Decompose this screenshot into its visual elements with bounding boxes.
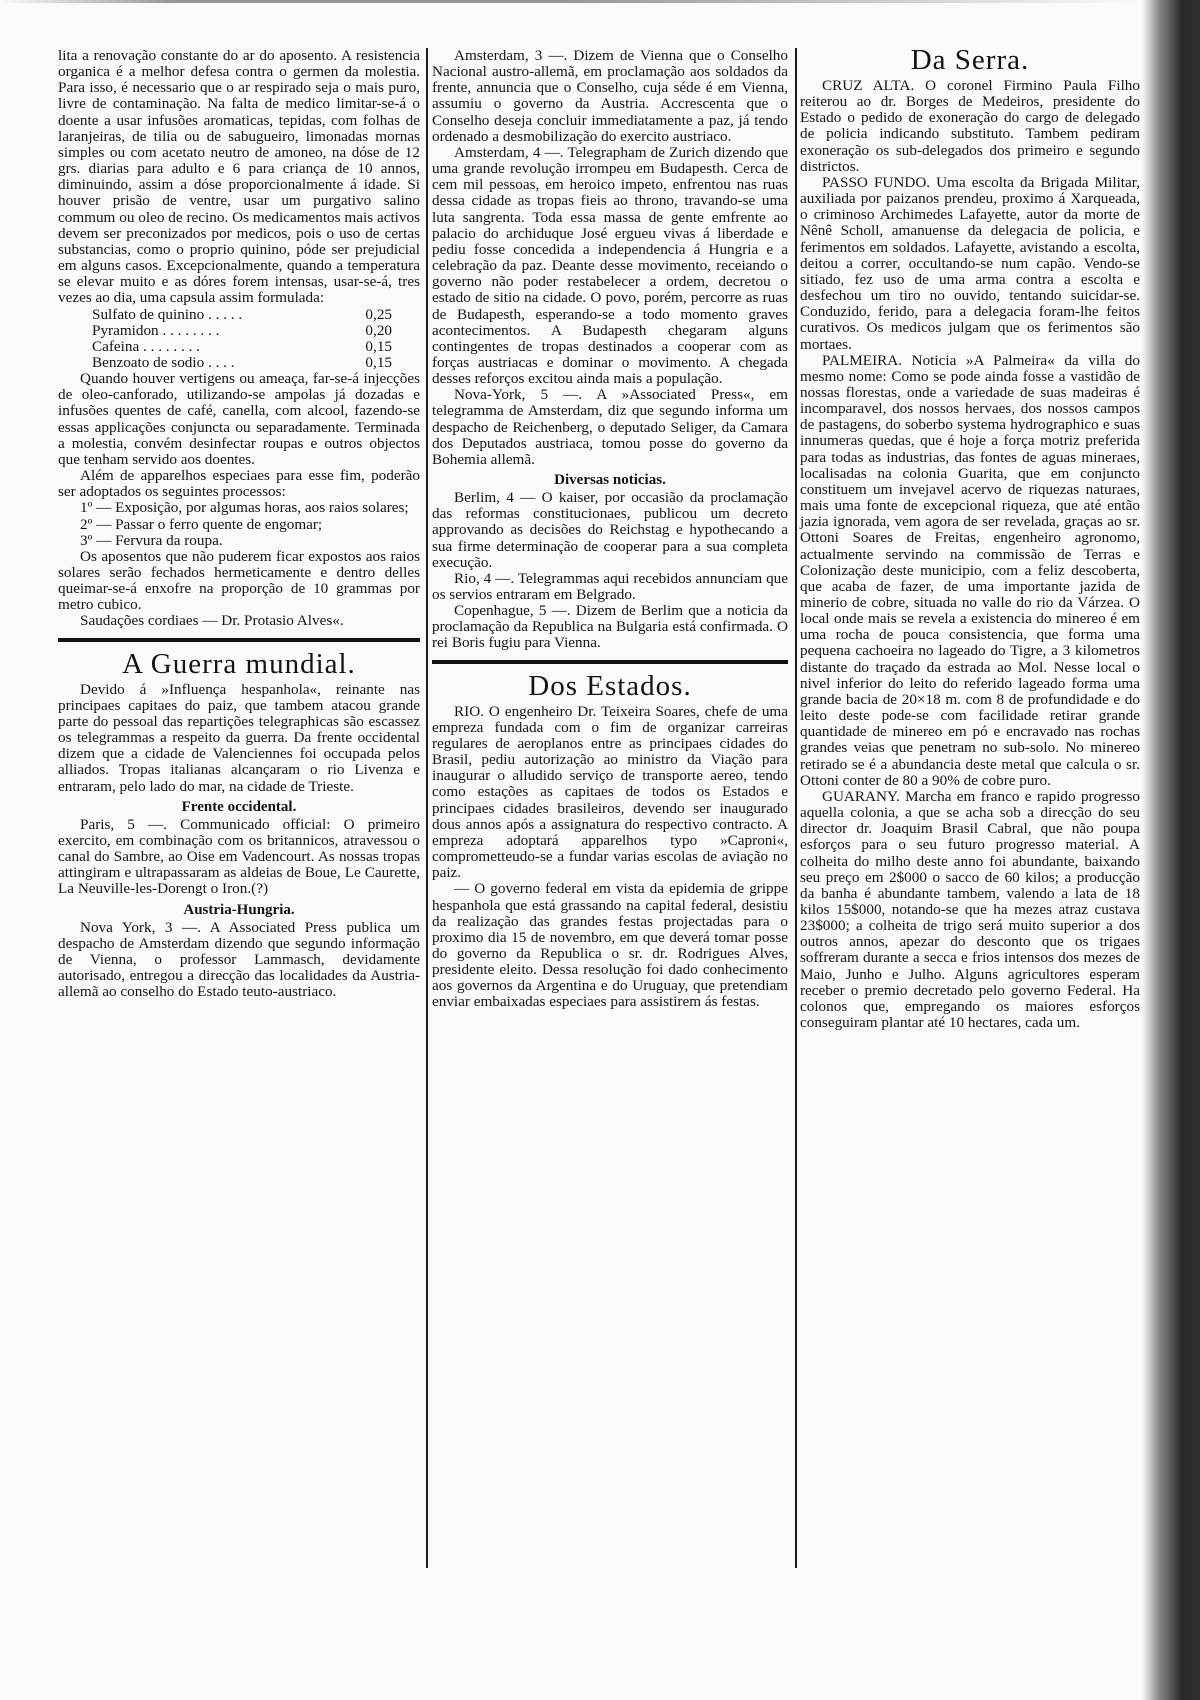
subheading-austria: Austria-Hungria. [183, 901, 295, 918]
subheading-frente: Frente occidental. [181, 798, 297, 815]
article-paragraph: Quando houver vertigens ou ameaça, far-se-á injecções de oleo-canforado, utilizando-se ampolas já dozadas e infusões quentes de café, canella, com alcool, fazendo-se essas applicações conjuncta ou separadamente. Terminada a molestia, convém desinfectar roupas e outros objectos que tenham servido aos doentes. [58, 370, 420, 468]
formula-list [58, 307, 420, 372]
column-rule-2 [795, 48, 797, 1568]
article-paragraph: Os aposentos que não puderem ficar expostos aos raios solares serão fechados hermeticamente e dentro delles queimar-se-á enxofre na proporção de 10 grammas por metro cubico. [58, 547, 420, 614]
formula-row: Pyramidon . . . . . . . . 0,20 [92, 321, 392, 339]
section-separator [58, 638, 420, 642]
top-rule [0, 0, 1140, 3]
article-paragraph: PASSO FUNDO. Uma escolta da Brigada Militar, auxiliada por paizanos prendeu, proximo á Xarqueada, o criminoso Archimedes Lafayette, autor da morte de Nênê Scholl, amanuense da delegacia de policia, e ferimentos em soldados. Lafayette, avistando a escolta, deitou a correr, occultando-se num capão. Vendo-se sitiado, fez uso de uma arma contra a escolta e desfechou um tiro no ouvido, tentando suicidar-se. Conduzido, ferido, para a delegacia foram-lhe feitos curativos. Os medicos julgam que os ferimentos são mortaes. [800, 173, 1140, 353]
article-paragraph: lita a renovação constante do ar do aposento. A resistencia organica é a melhor defesa contra o germen da molestia. Para isso, é necessario que o ar respirado seja o mais puro, livre de contaminação. Na falta de medico limitar-se-á o doente a usar infusões aromaticas, tepidas, com folhas de laranjeiras, de tilia ou de sabugueiro, limonadas mornas simples ou com acetato neutro de amoneo, na dóse de 12 grs. diarias para adulto e 6 para criança de 10 annos, diminuindo, assim a dóse proporcionalmente á idade. Si houver prisão de ventre, usar um purgativo salino commum ou oleo de recino. Os medicamentos mais activos devem ser preconizados por medicos, pois o uso de certas substancias, como o proprio quinino, póde ser prejudicial em alguns casos. Excepcionalmente, quando a temperatura se elevar muito e as dóres forem intensas, usar-se-á, tres vezes ao dia, uma capsula assim formulada: [58, 47, 420, 307]
article-paragraph: RIO. O engenheiro Dr. Teixeira Soares, chefe de uma empreza fundada com o fim de organizar carreiras regulares de aeroplanos entre as principaes cidades do Brasil, pediu autorização ao ministro da Viação para inaugurar o alludido serviço de transporte aereo, tendo como estações as capitaes de todos os Estados e principaes cidades brasileiros, devendo ser inaugurado dous annos após a assignatura do respectivo contracto. A empreza adoptará apparelhos typo »Caproni«, comprometteudo-se a fundar varias escolas de aviação no paiz. [432, 702, 788, 882]
article-paragraph: 1º — Exposição, por algumas horas, aos raios solares; [80, 499, 409, 517]
formula-row: Cafeina . . . . . . . . 0,15 [92, 337, 392, 355]
formula-row: Benzoato de sodio . . . . 0,15 [92, 353, 392, 371]
article-paragraph: Berlim, 4 — O kaiser, por occasião da proclamação das reformas constitucionaes, publicou um decreto approvando as decisões do Reichstag e hypothecando a sua firme determinação de cooperar para a sua completa execução. [432, 489, 788, 571]
article-paragraph: Devido á »Influença hespanhola«, reinante nas principaes capitaes do paiz, que tambem atacou grande parte do pessoal das repartições telegraphicas são escassez os telegrammas a respeito da guerra. Da frente occidental dizem que a cidade de Valenciennes foi occupada pelos alliados. Tropas italianas alcançaram o rio Livenza e entraram, pelo lado do mar, na cidade de Trieste. [58, 680, 420, 795]
section-separator [432, 660, 788, 664]
scan-shadow-edge [1142, 0, 1200, 1700]
article-paragraph: Nova York, 3 —. A Associated Press publica um despacho de Amsterdam dizendo que segundo informação de Vienna, o professor Lammasch, devidamente autorisado, entregou a direcção das localidades da Austria-allemã ao conselho do Estado teuto-austriaco. [58, 918, 420, 1001]
formula-row: Sulfato de quinino . . . . . 0,25 [92, 305, 392, 323]
column-1 [58, 48, 420, 1000]
article-paragraph: 3º — Fervura da roupa. [80, 531, 223, 549]
article-paragraph: PALMEIRA. Noticia »A Palmeira« da villa do mesmo nome: Como se pode ainda fosse a vastidão de nossas florestas, onde a variedade de suas madeiras é incomparavel, dos nossos hervaes, dos nossos campos de pastagens, do soberbo systema hydrographico e suas innumeras quedas, que é hoje a força motriz preferida para todas as industrias, das fontes de aguas mineraes, localisadas na colonia Guarita, que em conjuncto constituem um invejavel acervo de riquezas naturaes, mais uma fonte de excepcional riqueza, que até então jazia ignorada, vem agora de ser revelada, graças ao sr. Ottoni Soares de Freitas, engenheiro agronomo, actualmente servindo na commissão de Terras e Colonização deste municipio, com a feliz descoberta, que acaba de fazer, de uma importante jazida de minerio de cobre, situada no valle do rio da Várzea. O local onde mais se revela a existencia do minereo é em uma rocha de pouca consistencia, que forma uma pequena cachoeira no lageado do Tigre, a 3 kilometros distante do traçado da estrada ao Mol. Nesse local o nivel inferior do leito do referido lageado forma uma grande bacia de 20×18 m. com 8 de profundidade e do leito deste pode-se com facilidade retirar grande quantidade de minereo em pó e encravado nas rochas grandes veias que penetram no sub-solo. No minereo retirado se é a abundancia deste metal que calcula o sr. Ottoni conter de 80 a 90% de cobre puro. [800, 351, 1140, 789]
article-paragraph: Rio, 4 —. Telegrammas aqui recebidos annunciam que os servios entraram em Belgrado. [432, 569, 788, 603]
article-paragraph: GUARANY. Marcha em franco e rapido progresso aquella colonia, a que se acha sob a direcção do seu director dr. Joaquim Brasil Cabral, que não poupa esforços para o seu futuro progresso material. A colheita do milho deste anno foi abundante, baixando seu preço em 2$000 o sacco de 60 kilos; a producção da banha é abundante tambem, valendo a lata de 18 kilos 15$000, notando-se que ha mezes atraz custava 23$000; a colheita de trigo será muito superior a dos outros annos, apezar do desconto que os trigaes soffreram durante a secca e frios intensos dos mezes de Maio, Junho e Julho. Alguns agricultores esperam receber o premio decretado pelo governo Federal. Ha colonos que, empregando os maiores esforços conseguiram plantar até 10 hectares, cada um. [800, 787, 1140, 1032]
article-paragraph: Paris, 5 —. Communicado official: O primeiro exercito, em combinação com os britannicos, atravessou o canal do Sambre, ao Oise em Vadencourt. As nossas tropas attingiram e ultrapassaram as aldeias de Boue, Le Caurette, La Neuville-les-Dorengt o Iron.(?) [58, 815, 420, 898]
article-paragraph: — O governo federal em vista da epidemia de grippe hespanhola que está grassando na capital federal, desistiu da realização das grandes festas projectadas para o proximo dia 15 de novembro, em que deverá tomar posse do governo da Republica o sr. dr. Rodrigues Alves, presidente eleito. Dessa resolução foi dado conhecimento aos governos da Argentina e do Uruguay, que pretendiam enviar embaixadas especiaes para assistirem ás festas. [432, 880, 788, 1011]
article-paragraph: 2º — Passar o ferro quente de engomar; [80, 515, 323, 533]
article-paragraph: Copenhague, 5 —. Dizem de Berlim que a noticia da proclamação da Republica na Bulgaria está confirmada. O rei Boris fugiu para Vienna. [432, 602, 788, 652]
section-title-estados: Dos Estados. [528, 669, 692, 702]
article-paragraph: Nova-York, 5 —. A »Associated Press«, em telegramma de Amsterdam, diz que segundo informa um despacho de Reichenberg, o deputado Seliger, da Camara dos Deputados austriaca, tomou posse do governo da Bohemia allemã. [432, 386, 788, 468]
subheading-diversas: Diversas noticias. [554, 472, 666, 489]
section-title-guerra: A Guerra mundial. [122, 647, 356, 680]
column-2 [432, 48, 788, 1011]
column-3 [800, 44, 1140, 1032]
section-title-serra: Da Serra. [910, 44, 1030, 76]
article-paragraph: CRUZ ALTA. O coronel Firmino Paula Filho reiterou ao dr. Borges de Medeiros, presidente do Estado o pedido de exoneração do cargo de delegado de policia indicando substituto. Tambem pediram exoneração os sub-delegados dos primeiro e segundo districtos. [800, 77, 1140, 175]
article-paragraph: Amsterdam, 3 —. Dizem de Vienna que o Conselho Nacional austro-allemã, em proclamação aos soldados da frente, annuncia que o Conselho, cuja séde é em Vienna, assumiu o governo da Austria. Accrescenta que o Conselho deseja concluir immediatamente a paz, já tendo ordenado a desmobilização do exercito austriaco. [432, 47, 788, 145]
article-paragraph: Amsterdam, 4 —. Telegrapham de Zurich dizendo que uma grande revolução irrompeu em Budapesth. Cerca de cem mil pessoas, em heroico impeto, enfrentou nas ruas dessa cidade as tropas fieis ao throno, travando-se uma luta sangrenta. Toda essa massa de gente emfrente ao palacio do archiduque José ergueu vivas á liberdade e pediu fosse concedida a independencia á Hungria e a celebração da paz. Deante desse movimento, receiando o governo não poder restabelecer a ordem, decretou o estado de sitio na cidade. O povo, porém, percorre as ruas de Budapesth, esperando-se a todo momento graves acontecimentos. A Budapesth chegaram alguns contingentes de tropas destinados a cooperar com as forças austriacas e dominar o movimento. A chegada desses reforços excitou ainda mais a população. [432, 143, 788, 388]
article-paragraph: Além de apparelhos especiaes para esse fim, poderão ser adoptados os seguintes processos: [58, 467, 420, 501]
article-signature: Saudações cordiaes — Dr. Protasio Alves«. [80, 612, 344, 630]
column-rule-1 [426, 48, 428, 1568]
